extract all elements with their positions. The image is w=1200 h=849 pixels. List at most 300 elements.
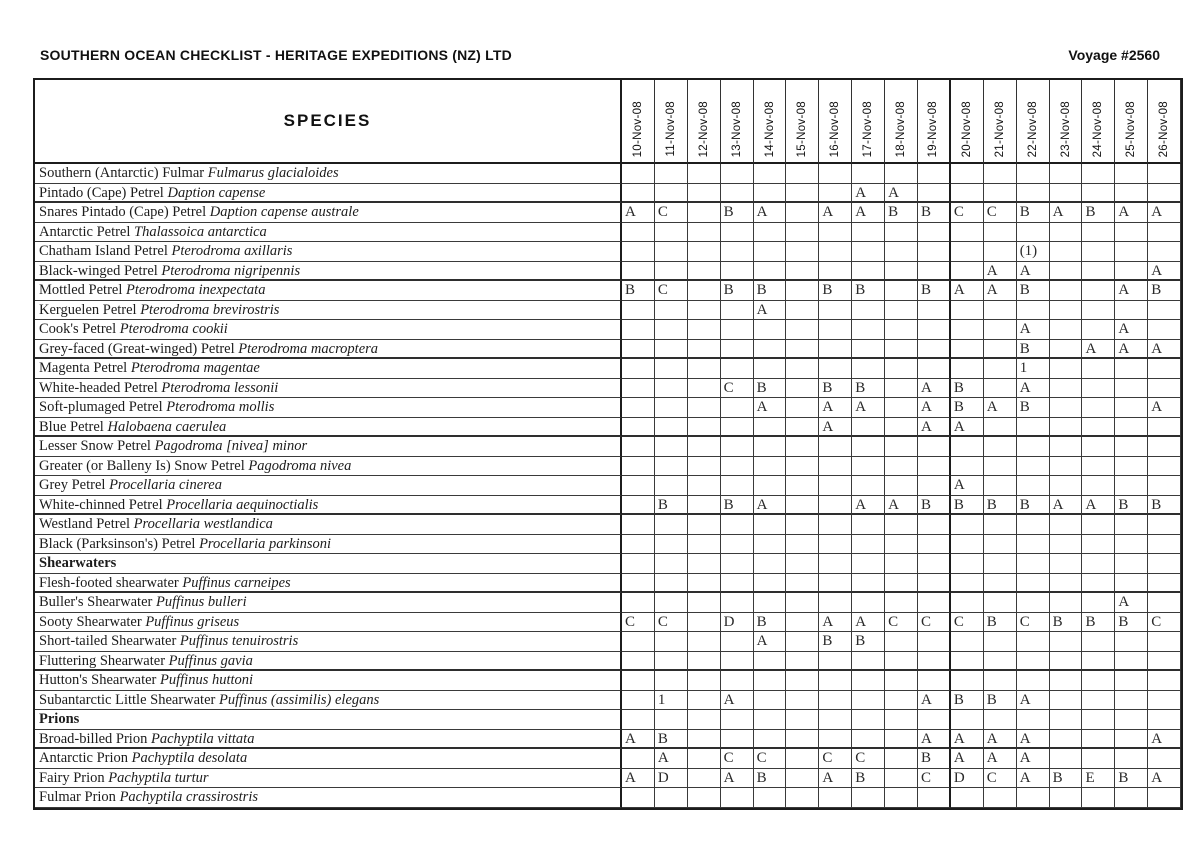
sighting-value-cell <box>1148 749 1181 769</box>
sighting-value-cell <box>1050 164 1083 184</box>
sighting-value-cell <box>885 223 918 243</box>
sighting-value-cell: A <box>951 476 984 496</box>
sighting-value-cell <box>819 730 852 750</box>
sighting-value-cell: A <box>1115 340 1148 360</box>
sighting-value-cell <box>721 515 754 535</box>
sighting-value-cell: C <box>852 749 885 769</box>
sighting-value-cell: B <box>951 496 984 516</box>
sighting-value-cell <box>622 632 655 652</box>
sighting-value-cell: A <box>1115 593 1148 613</box>
sighting-value-cell: A <box>1017 691 1050 711</box>
sighting-value-cell <box>622 359 655 379</box>
sighting-value-cell <box>984 340 1017 360</box>
scientific-name: Procellaria westlandica <box>133 516 273 532</box>
sighting-value-cell <box>655 223 688 243</box>
sighting-value-cell: B <box>918 749 951 769</box>
sighting-value-cell <box>622 379 655 399</box>
sighting-value-cell <box>1148 574 1181 594</box>
sighting-value-cell <box>622 593 655 613</box>
sighting-value-cell: A <box>819 418 852 438</box>
sighting-value-cell: A <box>984 749 1017 769</box>
sighting-value-cell <box>1115 242 1148 262</box>
sighting-value-cell <box>885 749 918 769</box>
sighting-value-cell: A <box>622 203 655 223</box>
sighting-value-cell <box>1050 437 1083 457</box>
sighting-value-cell <box>622 496 655 516</box>
sighting-value-cell <box>852 671 885 691</box>
sighting-value-cell <box>1050 730 1083 750</box>
sighting-value-cell <box>918 710 951 730</box>
scientific-name: Pagodroma nivea <box>248 457 352 474</box>
sighting-value-cell <box>721 671 754 691</box>
date-label: 16-Nov-08 <box>829 100 842 157</box>
sighting-value-cell <box>1082 652 1115 672</box>
sighting-value-cell: B <box>754 769 787 789</box>
scientific-name: Pachyptila turtur <box>108 769 209 786</box>
sighting-value-cell <box>1017 223 1050 243</box>
sighting-value-cell <box>984 437 1017 457</box>
sighting-value-cell <box>1115 379 1148 399</box>
sighting-value-cell: A <box>1050 203 1083 223</box>
sighting-value-cell <box>951 359 984 379</box>
sighting-value-cell <box>918 554 951 574</box>
sighting-value-cell <box>786 340 819 360</box>
sighting-value-cell <box>786 398 819 418</box>
sighting-value-cell <box>688 457 721 477</box>
species-column-header: SPECIES <box>35 80 622 164</box>
sighting-value-cell <box>688 184 721 204</box>
scientific-name: Pachyptila desolata <box>131 750 248 766</box>
sighting-value-cell <box>786 574 819 594</box>
sighting-value-cell <box>721 593 754 613</box>
sighting-value-cell: B <box>1017 340 1050 360</box>
sighting-value-cell: B <box>721 203 754 223</box>
species-name-cell: Buller's Shearwater Puffinus bulleri <box>35 593 622 613</box>
sighting-value-cell <box>655 593 688 613</box>
sighting-value-cell <box>1148 223 1181 243</box>
sighting-value-cell <box>754 535 787 555</box>
sighting-value-cell <box>655 554 688 574</box>
sighting-value-cell: A <box>1050 496 1083 516</box>
sighting-value-cell <box>1148 788 1181 808</box>
sighting-value-cell <box>688 281 721 301</box>
scientific-name: Pterodroma nigripennis <box>161 262 301 279</box>
sighting-value-cell: C <box>918 613 951 633</box>
sighting-value-cell: B <box>1050 769 1083 789</box>
sighting-value-cell: B <box>1082 203 1115 223</box>
sighting-value-cell <box>622 301 655 321</box>
sighting-value-cell <box>721 398 754 418</box>
sighting-value-cell <box>1082 554 1115 574</box>
species-name-cell: Subantarctic Little Shearwater Puffinus (assimilis) elegans <box>35 691 622 711</box>
sighting-value-cell: B <box>1017 281 1050 301</box>
sighting-value-cell <box>1050 281 1083 301</box>
date-header-cell <box>655 80 688 164</box>
sighting-value-cell <box>721 535 754 555</box>
sighting-value-cell <box>786 242 819 262</box>
sighting-value-cell <box>622 749 655 769</box>
sighting-value-cell <box>1148 320 1181 340</box>
sighting-value-cell: B <box>819 379 852 399</box>
sighting-value-cell <box>984 457 1017 477</box>
sighting-value-cell <box>885 710 918 730</box>
species-name-cell: Mottled Petrel Pterodroma inexpectata <box>35 281 622 301</box>
sighting-value-cell <box>918 535 951 555</box>
sighting-value-cell <box>1148 593 1181 613</box>
sighting-value-cell <box>819 301 852 321</box>
sighting-value-cell <box>721 262 754 282</box>
date-label: 13-Nov-08 <box>730 100 743 157</box>
species-name-cell: Antarctic Petrel Thalassoica antarctica <box>35 223 622 243</box>
sighting-value-cell <box>1148 691 1181 711</box>
sighting-value-cell <box>852 710 885 730</box>
sighting-value-cell <box>918 593 951 613</box>
sighting-value-cell: A <box>1148 340 1181 360</box>
sighting-value-cell <box>754 788 787 808</box>
sighting-value-cell <box>951 340 984 360</box>
sighting-value-cell: A <box>754 398 787 418</box>
sighting-value-cell <box>688 164 721 184</box>
sighting-value-cell <box>655 320 688 340</box>
sighting-value-cell <box>688 535 721 555</box>
sighting-value-cell <box>1115 671 1148 691</box>
sighting-value-cell <box>721 242 754 262</box>
sighting-value-cell: B <box>984 691 1017 711</box>
sighting-value-cell <box>951 515 984 535</box>
species-name-cell: Black-winged Petrel Pterodroma nigripennis <box>35 262 622 282</box>
sighting-value-cell <box>885 340 918 360</box>
sighting-value-cell <box>1082 418 1115 438</box>
sighting-value-cell <box>1050 320 1083 340</box>
sighting-value-cell <box>721 788 754 808</box>
sighting-value-cell <box>655 379 688 399</box>
sighting-value-cell <box>1082 788 1115 808</box>
sighting-value-cell <box>688 476 721 496</box>
sighting-value-cell <box>951 574 984 594</box>
sighting-value-cell <box>622 242 655 262</box>
date-header-cell <box>754 80 787 164</box>
sighting-value-cell <box>786 769 819 789</box>
sighting-value-cell: A <box>1115 320 1148 340</box>
sighting-value-cell <box>885 691 918 711</box>
sighting-value-cell <box>754 340 787 360</box>
scientific-name: Pterodroma lessonii <box>161 379 279 396</box>
sighting-value-cell <box>1148 710 1181 730</box>
sighting-value-cell: E <box>1082 769 1115 789</box>
sighting-value-cell <box>688 398 721 418</box>
date-label: 22-Nov-08 <box>1026 100 1039 157</box>
sighting-value-cell <box>1148 476 1181 496</box>
sighting-value-cell <box>852 359 885 379</box>
sighting-value-cell <box>622 262 655 282</box>
sighting-value-cell <box>754 515 787 535</box>
sighting-value-cell <box>688 340 721 360</box>
sighting-value-cell <box>984 164 1017 184</box>
sighting-value-cell <box>786 437 819 457</box>
sighting-value-cell <box>655 359 688 379</box>
sighting-value-cell: C <box>1017 613 1050 633</box>
sighting-value-cell <box>951 320 984 340</box>
sighting-value-cell <box>984 359 1017 379</box>
sighting-value-cell <box>885 671 918 691</box>
sighting-value-cell <box>1082 710 1115 730</box>
sighting-value-cell <box>1050 632 1083 652</box>
sighting-value-cell <box>622 476 655 496</box>
sighting-value-cell <box>688 379 721 399</box>
sighting-value-cell <box>984 515 1017 535</box>
sighting-value-cell: A <box>984 281 1017 301</box>
sighting-value-cell: A <box>1082 340 1115 360</box>
species-name-cell: Sooty Shearwater Puffinus griseus <box>35 613 622 633</box>
sighting-value-cell <box>754 242 787 262</box>
sighting-value-cell: B <box>1148 281 1181 301</box>
sighting-value-cell <box>951 535 984 555</box>
sighting-value-cell <box>1082 535 1115 555</box>
sighting-value-cell <box>1148 515 1181 535</box>
sighting-value-cell <box>819 340 852 360</box>
date-label: 19-Nov-08 <box>927 100 940 157</box>
sighting-value-cell <box>721 730 754 750</box>
sighting-value-cell <box>1148 632 1181 652</box>
sighting-value-cell <box>1017 457 1050 477</box>
sighting-value-cell <box>786 593 819 613</box>
sighting-value-cell <box>622 671 655 691</box>
sighting-value-cell: A <box>1115 203 1148 223</box>
scientific-name: Pterodroma macroptera <box>238 340 379 357</box>
date-header-cell <box>819 80 852 164</box>
sighting-value-cell <box>984 593 1017 613</box>
sighting-value-cell: B <box>918 203 951 223</box>
sighting-value-cell <box>786 613 819 633</box>
sighting-value-cell <box>1017 301 1050 321</box>
sighting-value-cell <box>852 164 885 184</box>
sighting-value-cell <box>1148 671 1181 691</box>
sighting-value-cell <box>1050 788 1083 808</box>
scientific-name: Puffinus gavia <box>168 652 253 669</box>
sighting-value-cell <box>1082 515 1115 535</box>
sighting-value-cell <box>1082 632 1115 652</box>
date-header-cell <box>721 80 754 164</box>
sighting-value-cell <box>819 359 852 379</box>
sighting-value-cell: C <box>655 613 688 633</box>
sighting-value-cell <box>655 340 688 360</box>
sighting-value-cell <box>918 262 951 282</box>
sighting-value-cell: 1 <box>655 691 688 711</box>
sighting-value-cell <box>1050 340 1083 360</box>
sighting-value-cell <box>754 418 787 438</box>
sighting-value-cell <box>754 262 787 282</box>
sighting-value-cell <box>1082 671 1115 691</box>
sighting-value-cell <box>688 769 721 789</box>
sighting-value-cell <box>688 671 721 691</box>
sighting-value-cell <box>984 652 1017 672</box>
sighting-value-cell <box>852 515 885 535</box>
sighting-value-cell <box>754 554 787 574</box>
sighting-value-cell <box>951 457 984 477</box>
sighting-value-cell <box>622 574 655 594</box>
sighting-value-cell <box>984 418 1017 438</box>
sighting-value-cell <box>1148 457 1181 477</box>
sighting-value-cell <box>786 749 819 769</box>
sighting-value-cell <box>786 730 819 750</box>
date-header-cell <box>622 80 655 164</box>
scientific-name: Puffinus carneipes <box>182 574 291 591</box>
date-header-cell <box>1115 80 1148 164</box>
sighting-value-cell <box>1017 593 1050 613</box>
voyage-number: Voyage #2560 <box>1068 47 1160 63</box>
sighting-value-cell: B <box>622 281 655 301</box>
species-name-cell: White-chinned Petrel Procellaria aequinoctialis <box>35 496 622 516</box>
sighting-value-cell: A <box>984 398 1017 418</box>
sighting-value-cell <box>819 671 852 691</box>
sighting-value-cell <box>622 223 655 243</box>
sighting-value-cell: A <box>1148 769 1181 789</box>
sighting-value-cell: B <box>655 496 688 516</box>
sighting-value-cell <box>951 671 984 691</box>
sighting-value-cell: A <box>852 496 885 516</box>
sighting-value-cell: A <box>1017 730 1050 750</box>
sighting-value-cell: B <box>951 691 984 711</box>
sighting-value-cell <box>885 320 918 340</box>
sighting-value-cell <box>1050 535 1083 555</box>
sighting-value-cell <box>852 301 885 321</box>
sighting-value-cell <box>688 574 721 594</box>
sighting-value-cell <box>721 710 754 730</box>
page-title: SOUTHERN OCEAN CHECKLIST - HERITAGE EXPEDITIONS (NZ) LTD <box>40 47 512 63</box>
sighting-value-cell <box>622 554 655 574</box>
sighting-value-cell <box>885 164 918 184</box>
sighting-value-cell <box>819 184 852 204</box>
sighting-value-cell <box>852 593 885 613</box>
sighting-value-cell: B <box>655 730 688 750</box>
sighting-value-cell <box>754 164 787 184</box>
sighting-value-cell <box>1115 184 1148 204</box>
sighting-value-cell <box>754 223 787 243</box>
sighting-value-cell <box>1050 359 1083 379</box>
sighting-value-cell: A <box>754 496 787 516</box>
sighting-value-cell <box>1050 691 1083 711</box>
scientific-name: Daption capense australe <box>209 204 359 220</box>
sighting-value-cell <box>951 632 984 652</box>
sighting-value-cell <box>786 710 819 730</box>
sighting-value-cell: B <box>1017 398 1050 418</box>
sighting-value-cell <box>655 242 688 262</box>
sighting-value-cell <box>951 593 984 613</box>
sighting-value-cell: C <box>721 379 754 399</box>
scientific-name: Puffinus griseus <box>145 613 240 630</box>
sighting-value-cell <box>786 359 819 379</box>
date-label: 10-Nov-08 <box>631 100 644 157</box>
scientific-name: Puffinus bulleri <box>155 594 247 610</box>
sighting-value-cell <box>852 418 885 438</box>
sighting-value-cell <box>655 164 688 184</box>
sighting-value-cell <box>1115 554 1148 574</box>
sighting-value-cell: C <box>885 613 918 633</box>
sighting-value-cell <box>1115 730 1148 750</box>
date-header-cell <box>1017 80 1050 164</box>
sighting-value-cell <box>655 457 688 477</box>
sighting-value-cell <box>786 203 819 223</box>
sighting-value-cell <box>1082 301 1115 321</box>
sighting-value-cell: C <box>951 203 984 223</box>
scientific-name: Pterodroma mollis <box>166 399 275 415</box>
sighting-value-cell: B <box>852 632 885 652</box>
sighting-value-cell <box>786 476 819 496</box>
species-name-cell: Black (Parksinson's) Petrel Procellaria parkinsoni <box>35 535 622 555</box>
sighting-value-cell <box>1115 262 1148 282</box>
sighting-value-cell: A <box>918 418 951 438</box>
sighting-value-cell <box>885 301 918 321</box>
sighting-value-cell: B <box>852 769 885 789</box>
sighting-value-cell <box>1082 223 1115 243</box>
sighting-value-cell <box>1082 457 1115 477</box>
sighting-value-cell: A <box>852 203 885 223</box>
sighting-value-cell: B <box>1082 613 1115 633</box>
sighting-value-cell <box>786 281 819 301</box>
sighting-value-cell <box>984 632 1017 652</box>
sighting-value-cell <box>655 398 688 418</box>
sighting-value-cell <box>819 457 852 477</box>
species-name-cell: Fairy Prion Pachyptila turtur <box>35 769 622 789</box>
sighting-value-cell <box>918 223 951 243</box>
sighting-value-cell <box>1082 574 1115 594</box>
sighting-value-cell <box>754 710 787 730</box>
sighting-value-cell <box>786 184 819 204</box>
sighting-value-cell <box>1115 749 1148 769</box>
species-name-cell: Grey-faced (Great-winged) Petrel Pterodroma macroptera <box>35 340 622 360</box>
sighting-value-cell: A <box>918 730 951 750</box>
sighting-value-cell <box>951 184 984 204</box>
scientific-name: Daption capense <box>167 184 266 201</box>
sighting-value-cell <box>1050 184 1083 204</box>
sighting-value-cell <box>786 535 819 555</box>
sighting-value-cell <box>655 632 688 652</box>
sighting-value-cell <box>1017 535 1050 555</box>
sighting-value-cell <box>951 301 984 321</box>
sighting-value-cell <box>1017 476 1050 496</box>
sighting-value-cell <box>1050 242 1083 262</box>
sighting-value-cell <box>688 632 721 652</box>
sighting-value-cell <box>852 788 885 808</box>
sighting-value-cell <box>918 184 951 204</box>
sighting-value-cell <box>721 632 754 652</box>
scientific-name: Pachyptila crassirostris <box>119 789 258 805</box>
sighting-value-cell <box>852 242 885 262</box>
sighting-value-cell <box>1017 574 1050 594</box>
sighting-value-cell <box>984 710 1017 730</box>
species-name-cell: Snares Pintado (Cape) Petrel Daption capense australe <box>35 203 622 223</box>
sighting-value-cell <box>885 554 918 574</box>
sighting-value-cell <box>951 164 984 184</box>
sighting-value-cell <box>688 749 721 769</box>
sighting-value-cell <box>655 437 688 457</box>
sighting-value-cell <box>951 710 984 730</box>
sighting-value-cell <box>754 184 787 204</box>
sighting-value-cell <box>918 671 951 691</box>
sighting-value-cell <box>1050 710 1083 730</box>
sighting-value-cell <box>622 691 655 711</box>
sighting-value-cell <box>1082 281 1115 301</box>
sighting-value-cell: D <box>655 769 688 789</box>
sighting-value-cell <box>688 262 721 282</box>
sighting-value-cell: A <box>1017 320 1050 340</box>
sighting-value-cell <box>885 788 918 808</box>
sighting-value-cell <box>754 593 787 613</box>
sighting-value-cell: B <box>754 613 787 633</box>
sighting-value-cell <box>984 320 1017 340</box>
sighting-value-cell <box>721 476 754 496</box>
sighting-value-cell: B <box>918 281 951 301</box>
